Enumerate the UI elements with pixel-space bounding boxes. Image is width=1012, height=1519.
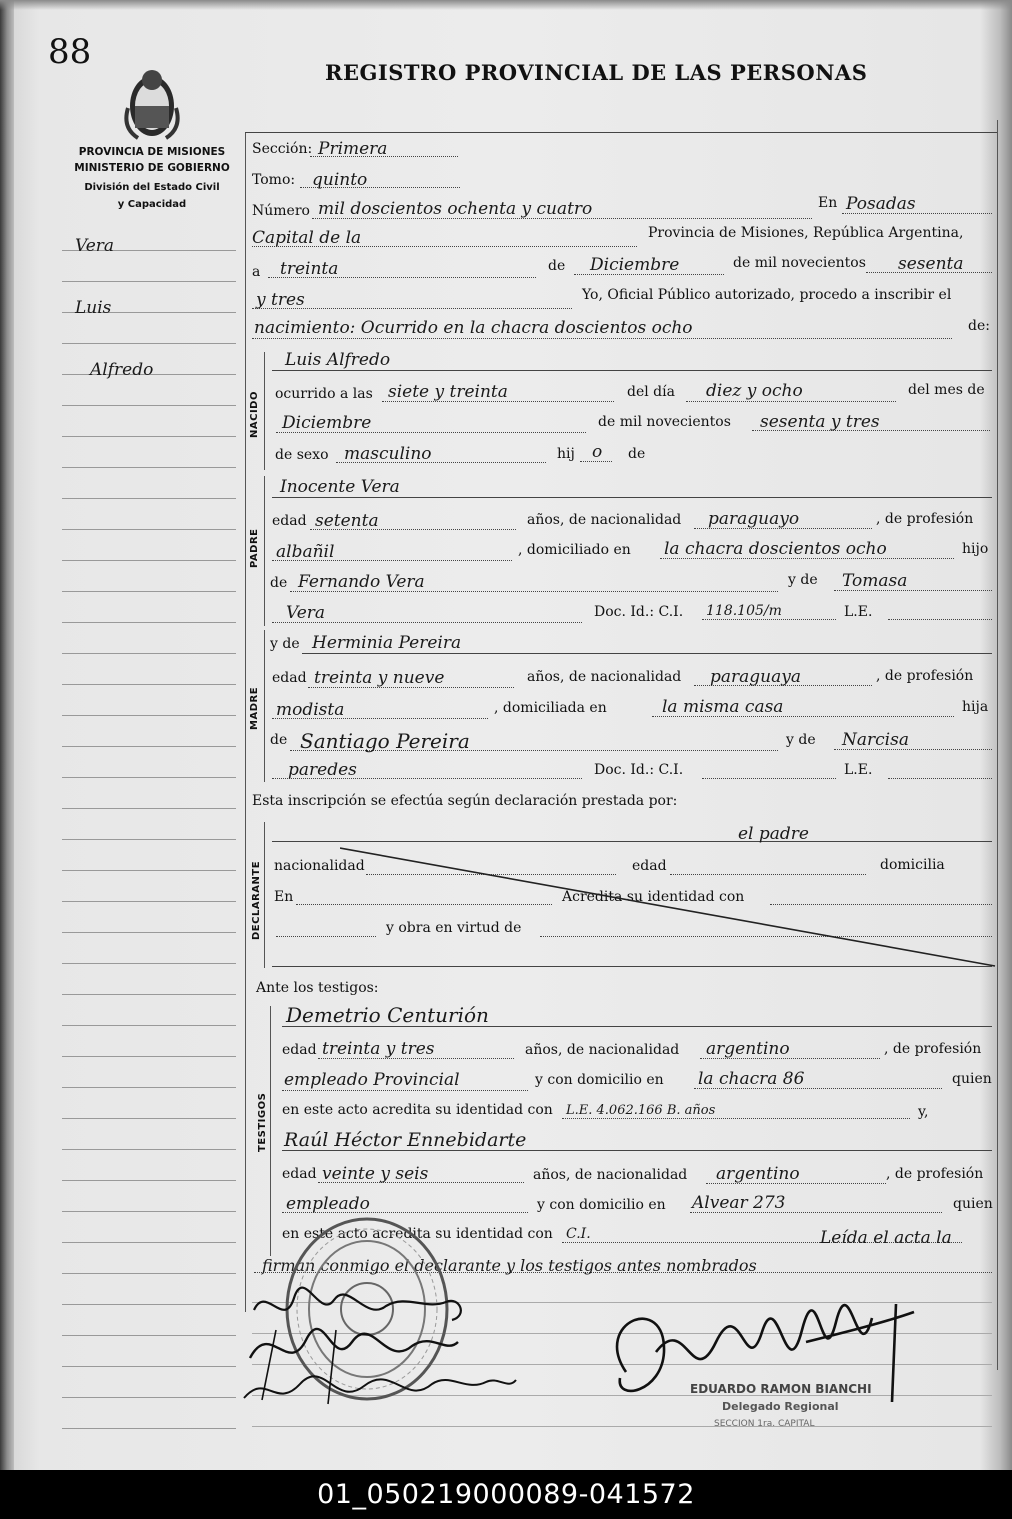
madre-y-de2-label: y de: [786, 732, 816, 748]
margin-rule-line: [62, 746, 236, 747]
stamp-role: Delegado Regional: [722, 1400, 839, 1413]
ocurrido-label: ocurrido a las: [275, 386, 373, 402]
declarante-value: el padre: [738, 824, 809, 844]
left-margin-rule: [245, 132, 246, 1312]
margin-rule-line: [62, 777, 236, 778]
sexo-value: masculino: [344, 444, 432, 464]
testigo2-nac-value: argentino: [716, 1164, 800, 1184]
margin-name-surname: Vera: [75, 236, 115, 256]
de-mil-label: de mil novecientos: [733, 255, 866, 271]
padre-bracket: [264, 476, 265, 626]
padre-profesion-label: , de profesión: [876, 511, 974, 527]
del-mes-label: del mes de: [908, 382, 985, 398]
margin-rule-line: [62, 560, 236, 561]
nacido-nombre-line: [272, 370, 992, 371]
margin-rule-line: [62, 1118, 236, 1119]
lugar2-value: Capital de la: [252, 228, 362, 248]
testigo2-dom-value: Alvear 273: [692, 1193, 786, 1213]
padre-madre-value: Tomasa: [842, 571, 908, 591]
madre-edad-value: treinta y nueve: [314, 668, 445, 688]
madre-doc-label: Doc. Id.: C.I.: [594, 762, 684, 778]
nacido-dia-value: diez y ocho: [706, 381, 803, 401]
witness-signatures: [236, 1280, 536, 1420]
madre-bracket: [264, 630, 265, 782]
margin-rule-line: [62, 808, 236, 809]
margin-rule-line: [62, 1428, 236, 1429]
madre-de-label: de: [270, 732, 288, 748]
declarante-bracket: [264, 822, 265, 968]
stamp-office: SECCION 1ra. CAPITAL: [714, 1419, 815, 1429]
testigo2-domicilio-label: y con domicilio en: [537, 1197, 666, 1213]
en-label: En: [818, 195, 838, 211]
margin-rule-line: [62, 1180, 236, 1181]
anio2-value: y tres: [256, 290, 305, 310]
yo-label: Yo, Oficial Público autorizado, procedo a inscribir el: [582, 287, 952, 303]
testigo2-doc-value: C.I.: [566, 1226, 591, 1242]
cancel-strike-line: [340, 846, 1000, 970]
padre-ci-line: [702, 619, 836, 620]
padre-nombre-line: [272, 497, 992, 498]
hij-value: o: [592, 442, 603, 462]
testigo2-quien-label: quien: [953, 1196, 993, 1212]
declarante-edad-label: edad: [632, 858, 667, 874]
coat-of-arms-icon: [118, 58, 186, 144]
del-dia-label: del día: [627, 384, 675, 400]
padre-edad-label: edad: [272, 513, 307, 529]
padre-padre-value: Fernando Vera: [298, 572, 425, 592]
margin-rule-line: [62, 529, 236, 530]
testigos-section-label: TESTIGOS: [257, 1092, 268, 1152]
hij-de-label: de: [628, 446, 646, 462]
testigo1-edad-value: treinta y tres: [322, 1039, 435, 1059]
declarante-obra-label: y obra en virtud de: [386, 920, 522, 936]
footer-code: 01_050219000089-041572: [0, 1470, 1012, 1519]
provincia-label: Provincia de Misiones, República Argentina,: [648, 225, 964, 241]
margin-rule-line: [62, 467, 236, 468]
testigo1-prof-value: empleado Provincial: [284, 1070, 460, 1090]
margin-rule-line: [62, 1242, 236, 1243]
padre-domicilio-label: , domiciliado en: [518, 542, 631, 558]
anio-value: sesenta: [898, 254, 964, 274]
testigo1-quien-label: quien: [952, 1071, 992, 1087]
testigo1-dom-value: la chacra 86: [698, 1069, 805, 1089]
testigo2-acredita-label: en este acto acredita su identidad con: [282, 1226, 553, 1242]
nacido-bracket: [264, 352, 265, 470]
madre-anos-label: años, de nacionalidad: [527, 669, 682, 685]
hora-value: siete y treinta: [388, 382, 508, 402]
declarante-section-label: DECLARANTE: [251, 860, 262, 940]
closing-text-2: firman conmigo el declarante y los testigos antes nombrados: [262, 1256, 757, 1275]
de-colon-label: de:: [968, 318, 990, 334]
margin-rule-line: [62, 715, 236, 716]
padre-le-line: [888, 619, 992, 620]
margin-rule-line: [62, 994, 236, 995]
margin-rule-line: [62, 405, 236, 406]
padre-nac-value: paraguayo: [708, 509, 800, 529]
madre-nac-value: paraguaya: [710, 667, 801, 687]
sexo-label: de sexo: [275, 447, 329, 463]
signature-rule-line: [252, 1426, 992, 1427]
margin-rule-line: [62, 1304, 236, 1305]
de-label: de: [548, 258, 566, 274]
binding-edge: [0, 0, 14, 1470]
tomo-label: Tomo:: [252, 172, 296, 188]
division-name: División del Estado Civil: [84, 182, 220, 193]
inscripcion-label: Esta inscripción se efectúa según declaración prestada por:: [252, 793, 678, 809]
ministry-name: MINISTERIO DE GOBIERNO: [74, 162, 230, 174]
testigo1-doc-line: [562, 1118, 910, 1119]
madre-le-line: [888, 778, 992, 779]
page-top-shadow: [0, 0, 1012, 10]
testigo2-prof-value: empleado: [286, 1194, 370, 1214]
padre-madre2-value: Vera: [286, 603, 326, 623]
nacido-nombre-value: Luis Alfredo: [285, 350, 391, 370]
margin-rule-line: [62, 839, 236, 840]
nacido-section-label: NACIDO: [249, 391, 260, 438]
ante-testigos-label: Ante los testigos:: [256, 980, 379, 996]
margin-name-first: Luis: [75, 298, 112, 318]
margin-rule-line: [62, 932, 236, 933]
madre-nombre-line: [302, 653, 992, 654]
margin-rule-line: [62, 436, 236, 437]
closing-text: Leída el acta la: [820, 1228, 952, 1248]
padre-anos-label: años, de nacionalidad: [527, 512, 682, 528]
padre-hijo-label: hijo: [962, 541, 989, 557]
margin-rule-line: [62, 653, 236, 654]
margin-rule-line: [62, 1273, 236, 1274]
margin-rule-line: [62, 1366, 236, 1367]
testigo1-prof-line: [282, 1090, 528, 1091]
numero-label: Número: [252, 203, 310, 219]
padre-dom-value: la chacra doscientos ocho: [664, 539, 887, 559]
stamp-name: EDUARDO RAMON BIANCHI: [690, 1382, 872, 1396]
margin-name-middle: Alfredo: [90, 360, 154, 380]
top-rule: [245, 132, 997, 133]
testigo1-nac-value: argentino: [706, 1039, 790, 1059]
margin-rule-line: [62, 1397, 236, 1398]
testigo1-y-label: y,: [918, 1104, 929, 1120]
madre-nombre-value: Herminia Pereira: [312, 633, 462, 653]
madre-ci-line: [702, 778, 836, 779]
margin-rule-line: [62, 963, 236, 964]
madre-profesion-label: , de profesión: [876, 668, 974, 684]
nacido-anio-value: sesenta y tres: [760, 412, 880, 432]
madre-section-label: MADRE: [249, 686, 260, 730]
madre-hija-label: hija: [962, 699, 989, 715]
madre-madre2-value: paredes: [288, 760, 357, 780]
padre-edad-value: setenta: [315, 511, 379, 531]
seccion-label: Sección:: [252, 141, 313, 157]
hij-label: hij: [557, 446, 575, 462]
dia-value: treinta: [280, 259, 339, 279]
margin-rule-line: [62, 684, 236, 685]
page-number: 88: [48, 32, 92, 72]
numero-value: mil doscientos ochenta y cuatro: [318, 199, 593, 219]
declarante-acredita-label: Acredita su identidad con: [562, 889, 745, 905]
testigo2-edad-label: edad: [282, 1166, 317, 1182]
seccion-value: Primera: [318, 139, 388, 159]
nacido-mes-value: Diciembre: [282, 413, 372, 433]
margin-rule-line: [62, 591, 236, 592]
margin-rule-line: [62, 1025, 236, 1026]
testigo2-profesion-label: , de profesión: [886, 1166, 984, 1182]
mes-value: Diciembre: [590, 255, 680, 275]
capacity-name: y Capacidad: [117, 199, 187, 210]
padre-y-de-label: y de: [788, 572, 818, 588]
testigo1-anos-label: años, de nacionalidad: [525, 1042, 680, 1058]
nacido-dia-line: [686, 401, 896, 402]
testigo2-anos-label: años, de nacionalidad: [533, 1167, 688, 1183]
madre-y-de-label: y de: [270, 636, 300, 652]
madre-prof-value: modista: [276, 700, 345, 720]
declarante-en-label: En: [274, 889, 294, 905]
madre-le-label: L.E.: [844, 762, 873, 778]
madre-dom-value: la misma casa: [662, 697, 784, 717]
madre-padre-value: Santiago Pereira: [300, 729, 470, 753]
margin-rule-line: [62, 1087, 236, 1088]
margin-rule-line: [62, 901, 236, 902]
testigo1-doc-value: L.E. 4.062.166 B. años: [566, 1103, 716, 1118]
margin-rule-line: [62, 870, 236, 871]
testigo1-profesion-label: , de profesión: [884, 1041, 982, 1057]
madre-edad-label: edad: [272, 670, 307, 686]
margin-rule-line: [62, 498, 236, 499]
testigo1-acredita-label: en este acto acredita su identidad con: [282, 1102, 553, 1118]
province-name: PROVINCIA DE MISIONES: [78, 146, 226, 158]
declarante-nombre-line: [272, 841, 992, 842]
padre-ci-value: 118.105/m: [706, 603, 782, 619]
a-label: a: [252, 264, 261, 280]
tomo-value: quinto: [312, 170, 368, 190]
declarante-nac-label: nacionalidad: [274, 858, 365, 874]
acta-line: [252, 338, 952, 339]
testigo1-nombre-value: Demetrio Centurión: [286, 1003, 489, 1027]
de-mil-novecientos-label: de mil novecientos: [598, 414, 731, 430]
margin-rule-line: [62, 1149, 236, 1150]
padre-doc-label: Doc. Id.: C.I.: [594, 604, 684, 620]
padre-le-label: L.E.: [844, 604, 873, 620]
margin-rule-line: [62, 622, 236, 623]
margin-rule-line: [62, 1211, 236, 1212]
madre-domicilio-label: , domiciliada en: [494, 700, 607, 716]
testigo1-domicilio-label: y con domicilio en: [535, 1072, 664, 1088]
padre-de-label: de: [270, 575, 288, 591]
right-margin-rule: [997, 120, 998, 1370]
testigos-bracket: [270, 1006, 271, 1256]
margin-rule-line: [62, 343, 236, 344]
lugar-value: Posadas: [846, 194, 916, 214]
main-title: REGISTRO PROVINCIAL DE LAS PERSONAS: [325, 60, 868, 85]
margin-rule-line: [62, 281, 236, 282]
margin-rule-line: [62, 1056, 236, 1057]
testigo1-edad-label: edad: [282, 1042, 317, 1058]
padre-prof-value: albañil: [276, 542, 335, 562]
testigo2-edad-value: veinte y seis: [322, 1164, 429, 1184]
padre-section-label: PADRE: [249, 528, 260, 568]
testigo2-nombre-value: Raúl Héctor Ennebidarte: [284, 1129, 527, 1151]
padre-nombre-value: Inocente Vera: [280, 477, 400, 497]
margin-rule-line: [62, 1335, 236, 1336]
acta-value: nacimiento: Ocurrido en la chacra doscientos ocho: [254, 318, 693, 338]
declarante-domicilia-label: domicilia: [880, 857, 945, 873]
madre-madre-value: Narcisa: [842, 730, 909, 750]
